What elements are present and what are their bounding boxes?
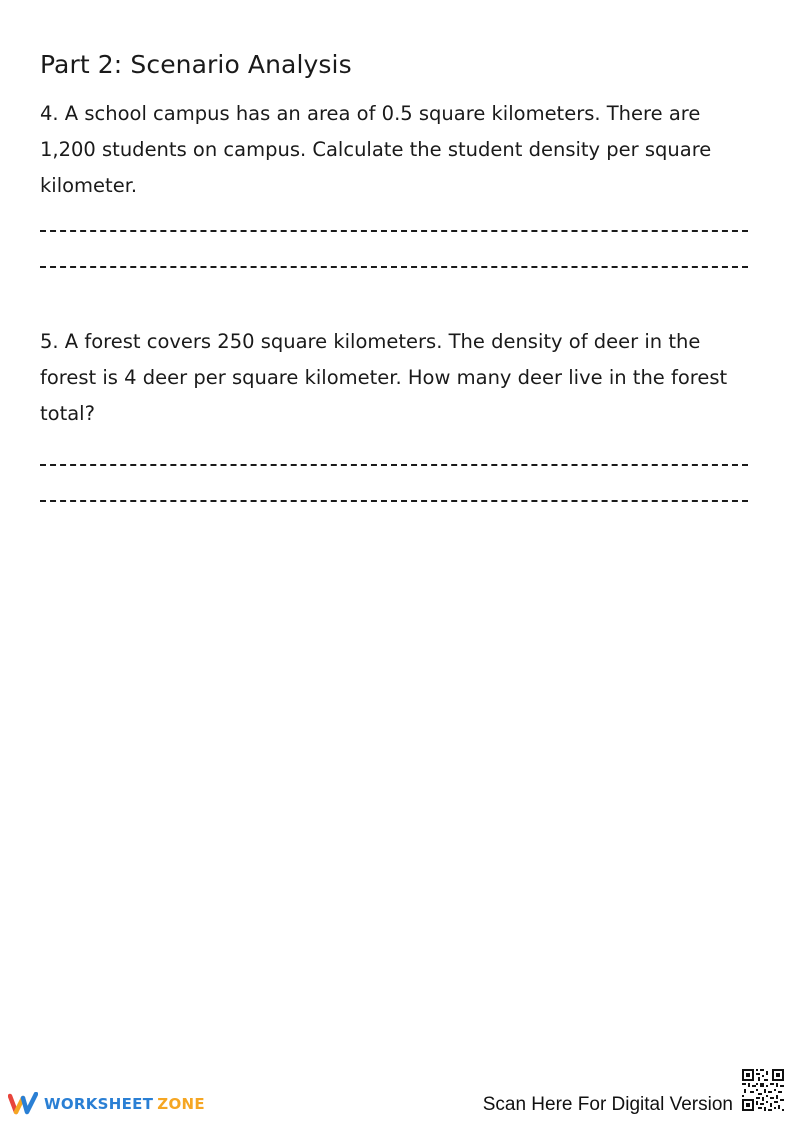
answer-line[interactable] bbox=[40, 464, 748, 466]
logo-text bbox=[44, 1095, 205, 1113]
answer-line[interactable] bbox=[40, 500, 748, 502]
question-5: 5. A forest covers 250 square kilometers. The density of deer in the forest is 4 deer per square kilometer. How many deer live in the forest total? bbox=[40, 330, 728, 425]
scan-instruction: Scan Here For Digital Version bbox=[482, 1094, 733, 1115]
worksheet-zone-logo bbox=[8, 1092, 205, 1116]
worksheet-zone-logo-icon bbox=[8, 1092, 38, 1116]
answer-line[interactable] bbox=[40, 230, 748, 232]
logo-word-worksheet: WORKSHEET bbox=[44, 1095, 154, 1113]
answer-line[interactable] bbox=[40, 266, 748, 268]
question-4: 4. A school campus has an area of 0.5 square kilometers. There are 1,200 students on campus. Calculate the student density per square kilometer. bbox=[40, 102, 712, 197]
qr-code-icon[interactable] bbox=[741, 1068, 785, 1112]
section-title: Part 2: Scenario Analysis bbox=[40, 50, 352, 79]
logo-word-zone: ZONE bbox=[157, 1095, 205, 1113]
